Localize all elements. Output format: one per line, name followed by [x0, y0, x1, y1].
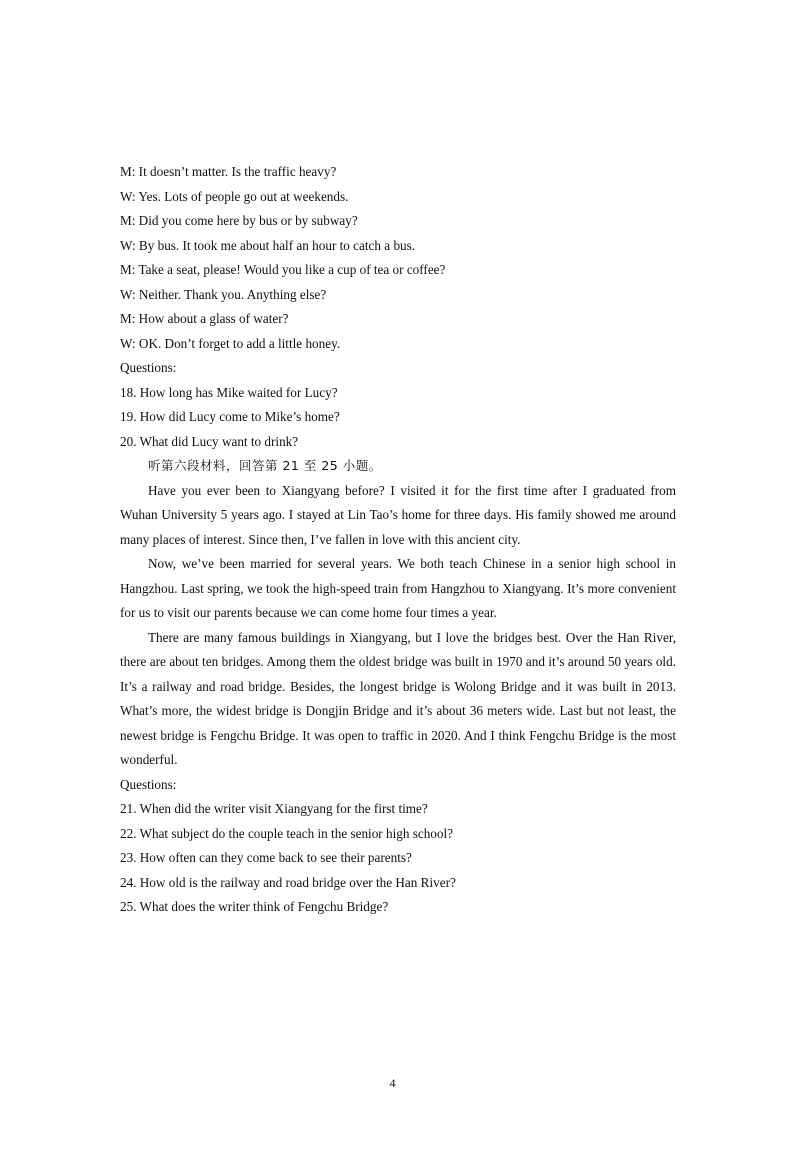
passage-paragraph-2: Now, we’ve been married for several years. We both teach Chinese in a senior high school in Hangzhou. Last spring, we took the high-speed train from Hangzhou to Xiangyang. It’s more convenient for us to visit our parents because we can come home four times a year.	[120, 556, 676, 620]
questions-label: Questions:	[120, 360, 177, 375]
question-21: 21. When did the writer visit Xiangyang for the first time?	[120, 801, 428, 816]
dialogue-line: M: Take a seat, please! Would you like a cup of tea or coffee?	[120, 262, 446, 277]
question-18: 18. How long has Mike waited for Lucy?	[120, 384, 338, 400]
question-22: 22. What subject do the couple teach in the senior high school?	[120, 825, 454, 841]
questions-label: Questions:	[120, 776, 177, 792]
dialogue-line: M: How about a glass of water?	[120, 311, 289, 326]
dialogue-line: M: Did you come here by bus or by subway?	[120, 213, 358, 228]
question-23: 23. How often can they come back to see their parents?	[120, 850, 412, 865]
passage-paragraph-3: There are many famous buildings in Xiangyang, but I love the bridges best. Over the Han River, there are about ten bridges. Among them the oldest bridge was built in 1970 and it’s around 50 years old. It’s a railway and road bridge. Besides, the longest bridge is Wolong Bridge and it was built in 2013. What’s more, the widest bridge is Dongjin Bridge and it’s about 36 meters wide. Last but not least, the newest bridge is Fengchu Bridge. It was open to traffic in 2020. And I think Fengchu Bridge is the most wonderful.	[120, 629, 676, 767]
dialogue-line: W: By bus. It took me about half an hour to catch a bus.	[120, 237, 416, 253]
page-number: 4	[389, 1076, 396, 1090]
question-20: 20. What did Lucy want to drink?	[120, 433, 299, 449]
dialogue-line: W: Yes. Lots of people go out at weekends.	[120, 188, 349, 204]
dialogue-line: W: OK. Don’t forget to add a little honey.	[120, 335, 341, 351]
question-19: 19. How did Lucy come to Mike’s home?	[120, 409, 340, 424]
passage-paragraph-1: Have you ever been to Xiangyang before? I visited it for the first time after I graduated from Wuhan University 5 years ago. I stayed at Lin Tao’s home for three days. His family showed me around many places of interest. Since then, I’ve fallen in love with this ancient city.	[120, 482, 676, 547]
question-25: 25. What does the writer think of Fengchu Bridge?	[120, 899, 389, 914]
question-24: 24. How old is the railway and road bridge over the Han River?	[120, 874, 456, 890]
section-header: 听第六段材料，回答第 21 至 25 小题。	[148, 458, 382, 473]
dialogue-line: W: Neither. Thank you. Anything else?	[120, 286, 327, 302]
dialogue-line: M: It doesn’t matter. Is the traffic heavy?	[120, 164, 337, 179]
document-page	[120, 160, 676, 920]
